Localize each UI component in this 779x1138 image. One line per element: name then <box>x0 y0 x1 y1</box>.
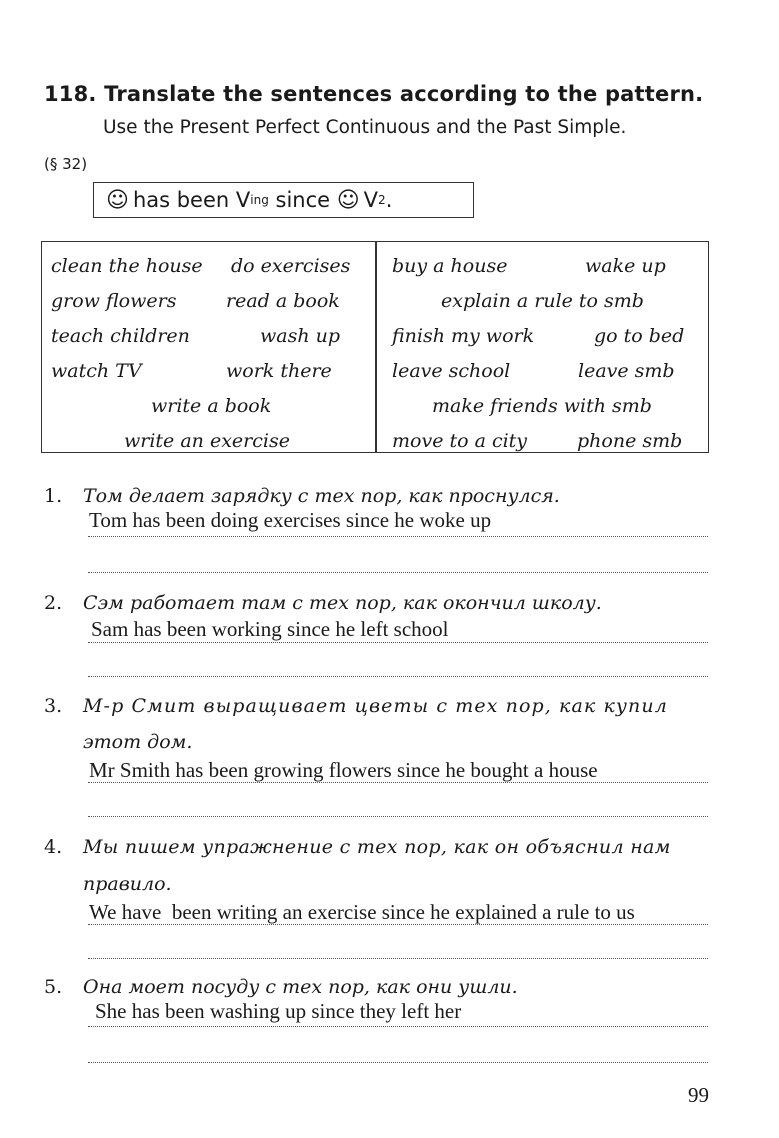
pattern-part2: since <box>268 188 337 212</box>
sentence-answer[interactable]: Tom has been doing exercises since he woke up <box>89 508 492 532</box>
phrase-item: wake up <box>585 255 666 277</box>
sentence-number: 3. <box>44 695 63 717</box>
pattern-box <box>93 182 474 218</box>
sentence-number: 2. <box>44 592 63 614</box>
phrase-item: finish my work <box>392 325 535 347</box>
phrase-item: work there <box>226 360 332 382</box>
section-reference: (§ 32) <box>44 155 88 173</box>
sentence-russian: Сэм работает там с тех пор, как окончил школу. <box>83 592 602 614</box>
answer-line <box>88 958 708 959</box>
phrase-item: watch TV <box>51 360 142 382</box>
sentence-number: 4. <box>44 836 63 858</box>
sentence-answer[interactable]: Sam has been working since he left school <box>91 617 449 641</box>
phrase-item: wash up <box>260 325 341 347</box>
answer-line <box>88 1062 708 1063</box>
phrase-item: move to a city <box>392 430 528 452</box>
table-divider <box>375 242 377 452</box>
phrase-item: leave smb <box>578 360 675 382</box>
phrase-item: write an exercise <box>124 430 290 452</box>
sentence-russian: Она моет посуду с тех пор, как они ушли. <box>83 976 518 998</box>
phrase-item: read a book <box>226 290 340 312</box>
sentence-russian: Том делает зарядку с тех пор, как проснулся. <box>83 485 560 507</box>
phrase-item: explain a rule to smb <box>441 290 644 312</box>
answer-line <box>88 676 708 677</box>
sentence-russian: Мы пишем упражнение с тех пор, как он объяснил нам <box>83 836 671 858</box>
sentence-number: 5. <box>44 976 63 998</box>
phrase-item: go to bed <box>594 325 685 347</box>
phrase-item: clean the house <box>51 255 203 277</box>
sentence-russian-cont: этот дом. <box>83 731 193 753</box>
answer-line <box>88 782 708 783</box>
phrase-item: make friends with smb <box>432 395 652 417</box>
phrase-item: do exercises <box>231 255 351 277</box>
sentence-russian-cont: правило. <box>83 873 172 895</box>
pattern-part3-subscript: 2 <box>378 193 386 207</box>
answer-line <box>88 642 708 643</box>
phrase-item: leave school <box>392 360 511 382</box>
pattern-part3-end: . <box>385 188 393 212</box>
phrase-table <box>41 241 709 453</box>
phrase-item: phone smb <box>577 430 683 452</box>
pattern-part3: V <box>363 188 379 212</box>
answer-line <box>88 572 708 573</box>
sentence-answer[interactable]: Mr Smith has been growing flowers since he bought a house <box>89 758 598 782</box>
page-number: 99 <box>688 1083 709 1107</box>
smiley-icon: ☺ <box>336 187 360 213</box>
pattern-part1: has been V <box>132 188 251 212</box>
sentence-answer[interactable]: We have been writing an exercise since he explained a rule to us <box>89 900 635 924</box>
exercise-instruction: Use the Present Perfect Continuous and the Past Simple. <box>103 117 627 138</box>
phrase-item: grow flowers <box>51 290 177 312</box>
phrase-item: buy a house <box>392 255 508 277</box>
answer-line <box>88 1026 708 1027</box>
answer-line <box>88 924 708 925</box>
answer-line <box>88 536 708 537</box>
pattern-part1-subscript: ing <box>250 193 269 207</box>
phrase-item: write a book <box>151 395 272 417</box>
exercise-heading: 118. Translate the sentences according to the pattern. <box>44 82 704 106</box>
smiley-icon: ☺ <box>106 187 129 213</box>
phrase-item: teach children <box>51 325 190 347</box>
answer-line <box>88 816 708 817</box>
sentence-russian: М-р Смит выращивает цветы с тех пор, как купил <box>83 695 668 717</box>
sentence-answer[interactable]: She has been washing up since they left her <box>95 999 462 1023</box>
sentence-number: 1. <box>44 485 63 507</box>
